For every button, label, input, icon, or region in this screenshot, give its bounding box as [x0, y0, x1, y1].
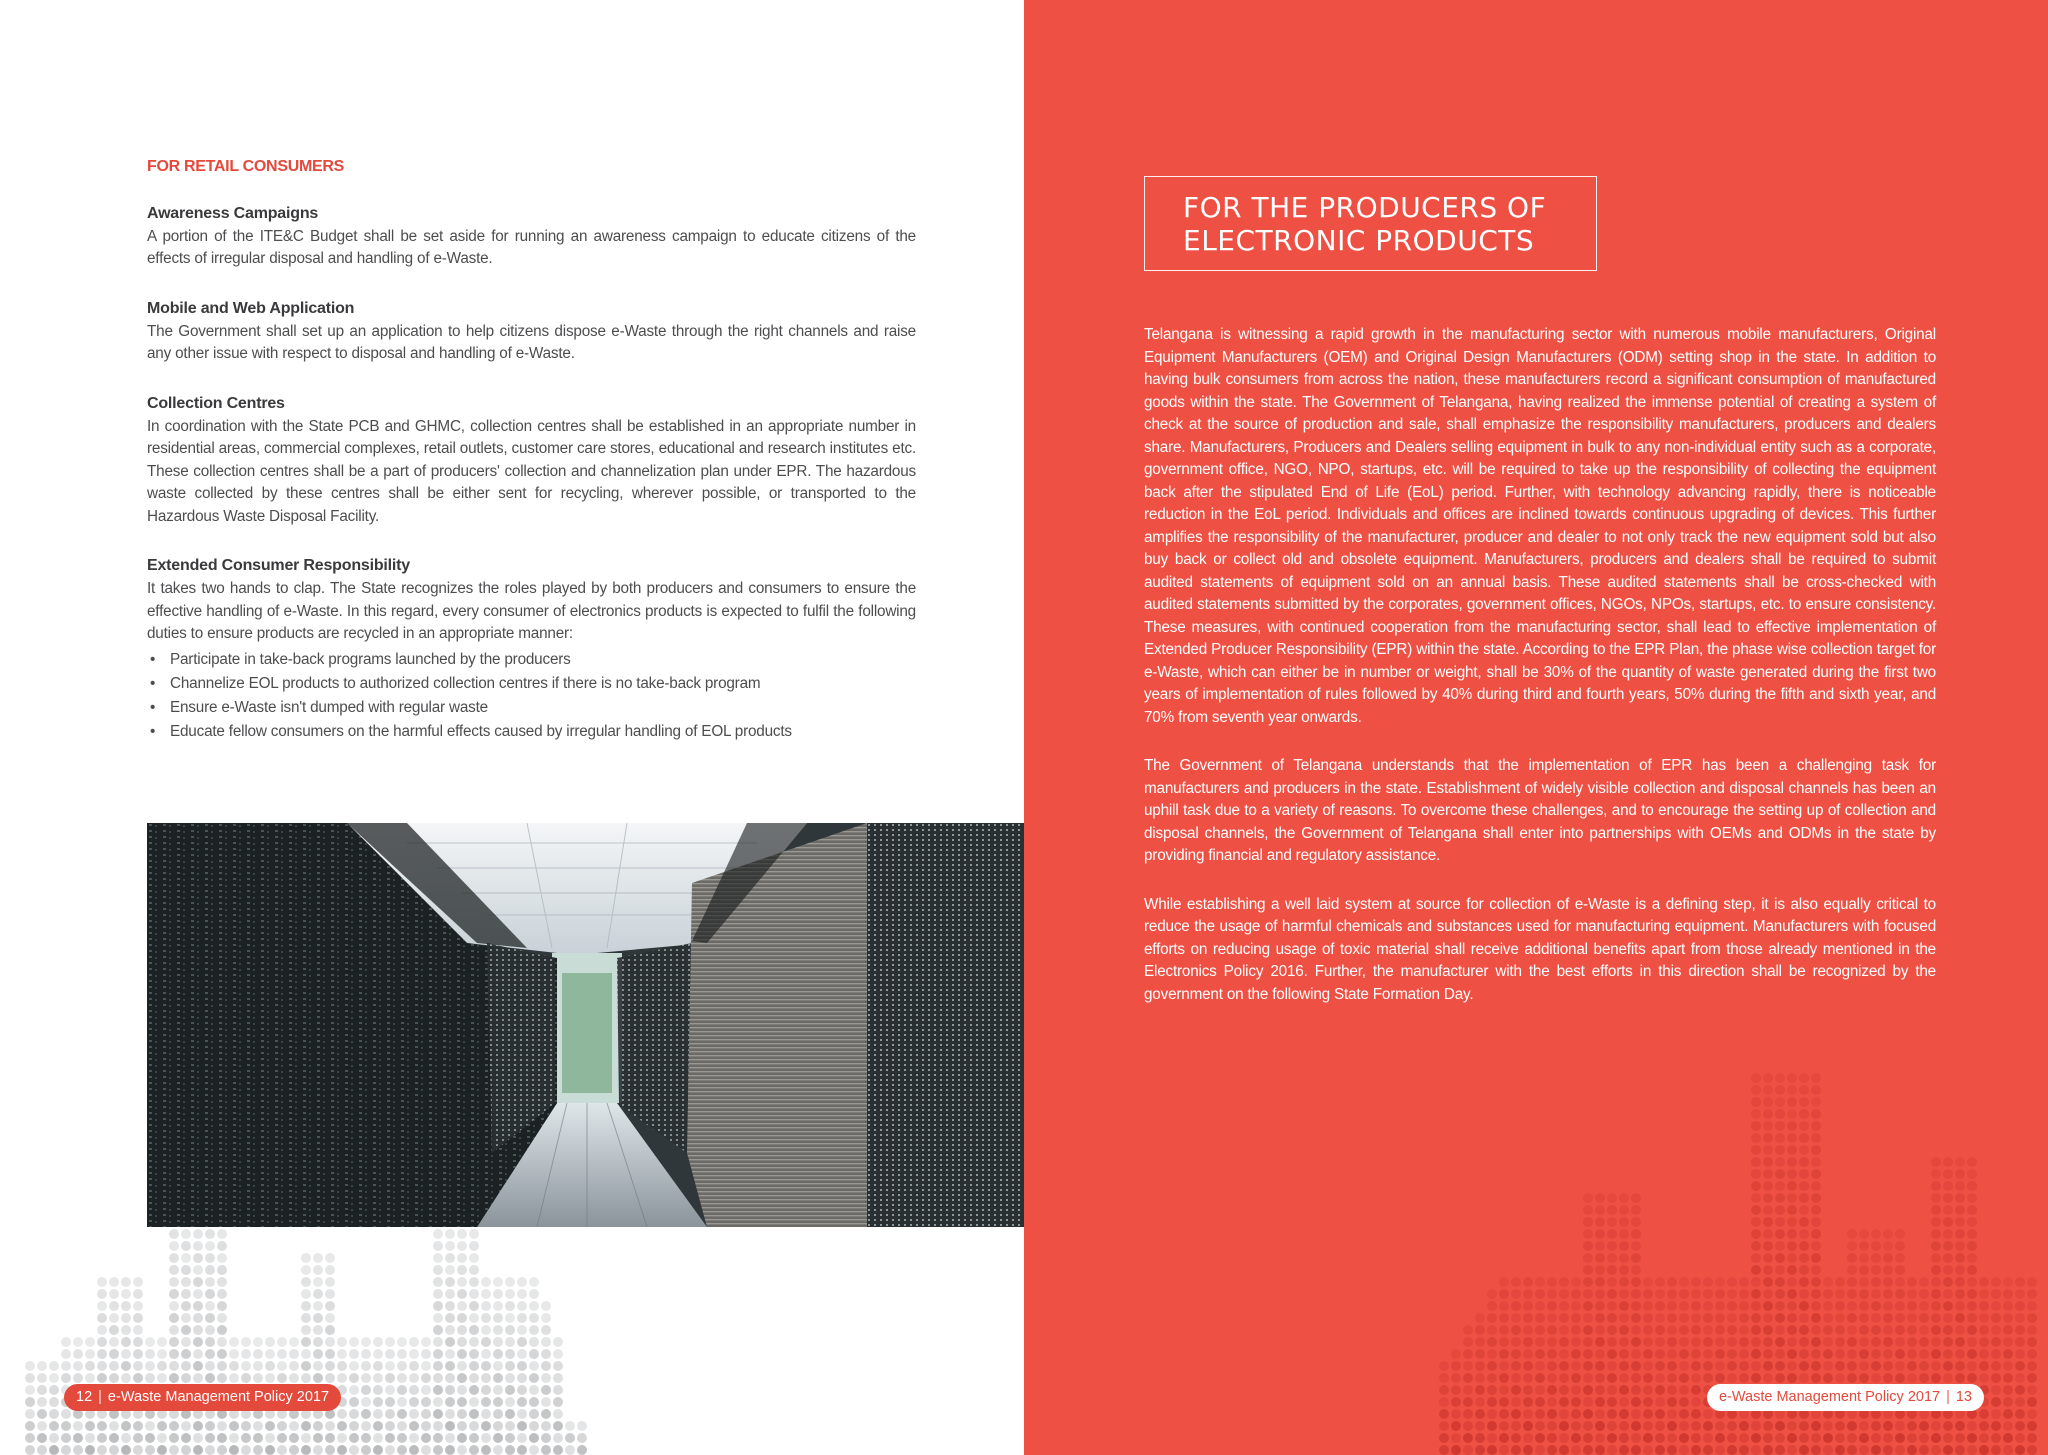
- subheading-extended-consumer-responsibility: Extended Consumer Responsibility: [147, 557, 410, 574]
- footer-page-label-right: [1707, 1384, 1984, 1411]
- paragraph-partnerships: The Government of Telangana understands that the implementation of EPR has been a challenging task for manufacturers and producers in the state. Establishment of widely visible collection and disposal channels has been an uphill task due to a variety of reasons. To overcome these challenges, and to encourage the setting up of collection and disposal channels, the Government of Telangana shall enter into partnerships with OEMs and ODMs in the state by providing financial and regulatory assistance.: [1144, 757, 1936, 864]
- publication-name: e-Waste Management Policy 2017: [107, 1389, 330, 1405]
- page-number: 13: [1955, 1389, 1972, 1405]
- list-item: • Channelize EOL products to authorized collection centres if there is no take-back program: [147, 672, 916, 696]
- paragraph-collection-centres: In coordination with the State PCB and GHMC, collection centres shall be established in an appropriate number in residential areas, commercial complexes, retail outlets, customer care stores, educational and research institutes etc. These collection centres shall be a part of producers' collection and channelization plan under EPR. The hazardous waste collected by these centres shall be either sent for recycling, wherever possible, or transported to the Hazardous Waste Disposal Facility.: [147, 417, 916, 525]
- list-item: • Educate fellow consumers on the harmful effects caused by irregular handling of EOL products: [147, 720, 916, 744]
- title-line-2: ELECTRONIC PRODUCTS: [1183, 224, 1535, 257]
- right-page: [1024, 0, 2048, 1455]
- paragraph-epr-overview: Telangana is witnessing a rapid growth in the manufacturing sector with numerous mobile manufacturers, Original Equipment Manufacturers (OEM) and Original Design Manufacturers (ODM) setting shop in the state. In addition to having bulk consumers from across the nation, these manufacturers record a significant consumption of manufactured goods within the state. The Government of Telangana, having realized the immense potential of creating a system of check at the source of production and sale, shall emphasize the responsibility manufacturers, producers and dealers share. Manufacturers, Producers and Dealers selling equipment in bulk to any non-individual entity such as a corporate, government office, NGO, NPO, startups, etc. will be required to take up the responsibility of collecting the equipment back after the stipulated End of Life (EoL) period. Further, with technology advancing rapidly, there is noticeable reduction in the EoL period. Individuals and offices are inclined towards continuous upgrading of devices. This further amplifies the responsibility of the manufacturer, producer and dealer to not only track the new equipment sold but also buy back or collect old and obsolete equipment. Manufacturers, producers and dealers shall be required to submit audited statements of equipment sold on an annual basis. These audited statements shall be cross-checked with audited statements submitted by the corporates, government offices, NGOs, NPOs, startups, etc. to ensure consistency. These measures, with continued cooperation from the manufacturing sector, shall lead to effective implementation of Extended Producer Responsibility (EPR) within the state. According to the EPR Plan, the phase wise collection target for e-Waste, which can either be in number or weight, shall be 30% of the quantity of waste generated during the first two years of implementation of rules followed by 40% during third and fourth years, 50% during the fifth and sixth year, and 70% from seventh year onwards.: [1144, 326, 1936, 726]
- separator: |: [1946, 1389, 1950, 1405]
- page-title: [1183, 191, 1583, 257]
- list-item: • Ensure e-Waste isn't dumped with regular waste: [147, 696, 916, 720]
- separator: |: [98, 1389, 102, 1405]
- title-box: [1144, 176, 1597, 271]
- title-line-1: FOR THE PRODUCERS OF: [1183, 191, 1547, 224]
- paragraph-harmful-chemicals: While establishing a well laid system at source for collection of e-Waste is a defining step, it is also equally critical to reduce the usage of harmful chemicals and substances used for manufacturing equipment. Manufacturers with focused efforts on reducing usage of toxic material shall receive additional benefits apart from those already mentioned in the Electronics Policy 2016. Further, the manufacturer with the best efforts in this direction shall be recognized by the government on the following State Formation Day.: [1144, 895, 1936, 1003]
- server-room-photo: [147, 823, 1024, 1227]
- subheading-collection-centres: Collection Centres: [147, 394, 285, 412]
- page-number: 12: [76, 1389, 93, 1405]
- paragraph-mobile-web-application: The Government shall set up an application to help citizens dispose e-Waste through the right channels and raise any other issue with respect to disposal and handling of e-Waste.: [147, 322, 916, 362]
- paragraph-extended-consumer-responsibility: It takes two hands to clap. The State recognizes the roles played by both producers and consumers to ensure the effective handling of e-Waste. In this regard, every consumer of electronics products is expected to fulfil the following duties to ensure products are recycled in an appropriate manner:: [147, 580, 916, 642]
- consumer-duties-list: [147, 648, 916, 744]
- footer-page-label-left: [64, 1384, 341, 1411]
- subheading-awareness-campaigns: Awareness Campaigns: [147, 204, 319, 222]
- paragraph-awareness-campaigns: A portion of the ITE&C Budget shall be set aside for running an awareness campaign to educate citizens of the effects of irregular disposal and handling of e-Waste.: [147, 227, 916, 267]
- retail-consumers-section: [147, 156, 916, 744]
- list-item: • Participate in take-back programs launched by the producers: [147, 648, 916, 672]
- publication-name: e-Waste Management Policy 2017: [1718, 1389, 1941, 1405]
- producers-section: [1144, 324, 1936, 1032]
- section-heading: FOR RETAIL CONSUMERS: [147, 158, 344, 175]
- subheading-mobile-web-application: Mobile and Web Application: [147, 299, 355, 317]
